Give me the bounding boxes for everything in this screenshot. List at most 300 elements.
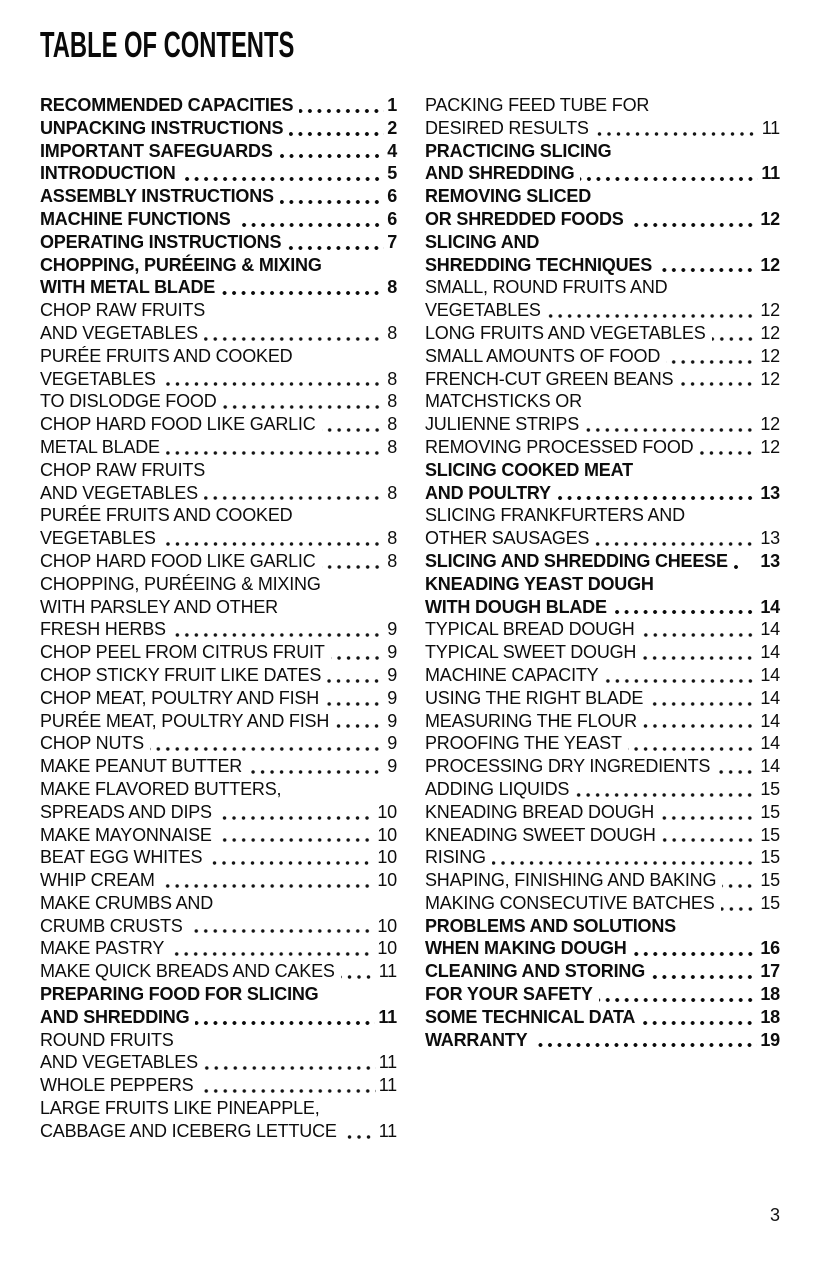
toc-entry	[40, 231, 397, 254]
toc-leader-dots	[150, 747, 384, 751]
toc-entry	[425, 185, 780, 208]
toc-entry-page: 5	[387, 163, 397, 184]
toc-entry-page: 1	[387, 95, 397, 115]
toc-entry-label: WHEN MAKING DOUGH	[425, 938, 627, 959]
toc-entry-page: 8	[387, 322, 397, 343]
toc-entry-label: TYPICAL SWEET DOUGH	[425, 642, 637, 663]
toc-entry	[40, 1074, 397, 1097]
toc-entry	[40, 1120, 397, 1143]
toc-entry-page: 9	[387, 710, 397, 731]
toc-leader-dots	[280, 200, 384, 204]
toc-entry-label: MACHINE FUNCTIONS	[40, 208, 231, 229]
toc-entry-label: WITH PARSLEY AND OTHER	[40, 596, 278, 617]
toc-entry-label: UNPACKING INSTRUCTIONS	[40, 117, 284, 138]
toc-leader-dots	[722, 884, 757, 888]
toc-entry	[425, 778, 780, 801]
toc-leader-dots	[595, 542, 757, 546]
toc-entry-label: SLICING COOKED MEAT	[425, 459, 633, 480]
toc-entry	[425, 527, 780, 550]
toc-entry	[40, 550, 397, 573]
toc-entry-label: IMPORTANT SAFEGUARDS	[40, 140, 273, 161]
toc-entry-label: SMALL AMOUNTS OF FOOD	[425, 345, 661, 366]
toc-entry-label: MAKE FLAVORED BUTTERS,	[40, 778, 282, 799]
toc-entry-page: 8	[387, 528, 397, 549]
toc-leader-dots	[189, 929, 375, 933]
toc-entry-page: 8	[387, 391, 397, 412]
toc-entry-label: MAKE CRUMBS AND	[40, 892, 214, 913]
toc-entry-page: 12	[760, 345, 780, 366]
toc-leader-dots	[658, 268, 757, 272]
toc-leader-dots	[557, 496, 758, 500]
toc-leader-dots	[613, 610, 758, 614]
toc-entry-label: WHIP CREAM	[40, 870, 155, 891]
toc-entry-label: MAKING CONSECUTIVE BATCHES	[425, 892, 715, 913]
toc-entry	[425, 436, 780, 459]
toc-entry	[40, 459, 397, 482]
toc-entry-page: 8	[387, 414, 397, 435]
footer-page-number: 3	[769, 1205, 780, 1225]
toc-entry	[40, 299, 397, 322]
toc-entry-label: WARRANTY	[425, 1029, 528, 1050]
toc-leader-dots	[580, 177, 758, 181]
toc-entry-label: MAKE PASTRY	[40, 938, 165, 959]
toc-leader-dots	[343, 1135, 376, 1139]
toc-entry	[40, 846, 397, 869]
toc-entry-page: 9	[387, 642, 397, 663]
toc-entry	[425, 504, 780, 527]
toc-entry-label: CHOP RAW FRUITS	[40, 459, 206, 480]
toc-entry-label: VEGETABLES	[425, 300, 541, 321]
toc-entry	[425, 459, 780, 482]
toc-entry-label: OR SHREDDED FOODS	[425, 208, 624, 229]
toc-leader-dots	[248, 770, 384, 774]
toc-entry-page: 14	[760, 664, 780, 685]
toc-entry	[425, 208, 780, 231]
toc-entry-label: SLICING FRANKFURTERS AND	[425, 505, 685, 526]
toc-leader-dots	[218, 816, 375, 820]
toc-entry-page: 10	[377, 824, 397, 845]
toc-entry	[40, 618, 397, 641]
toc-entry-page: 13	[760, 528, 780, 549]
toc-leader-dots	[643, 724, 757, 728]
toc-entry-page: 14	[760, 687, 780, 708]
toc-entry	[40, 596, 397, 619]
toc-entry-label: CHOP PEEL FROM CITRUS FRUIT	[40, 642, 325, 663]
toc-entry-page: 8	[387, 550, 397, 571]
toc-entry-page: 4	[387, 140, 397, 161]
toc-entry	[425, 1006, 780, 1029]
toc-entry	[425, 482, 780, 505]
toc-entry	[40, 687, 397, 710]
toc-leader-dots	[204, 496, 384, 500]
toc-entry	[425, 687, 780, 710]
toc-leader-dots	[721, 907, 758, 911]
toc-entry-label: USING THE RIGHT BLADE	[425, 687, 644, 708]
toc-entry-label: LARGE FRUITS LIKE PINEAPPLE,	[40, 1098, 320, 1119]
toc-entry-label: JULIENNE STRIPS	[425, 414, 580, 435]
toc-entry-page: 18	[760, 984, 780, 1005]
toc-entry-label: FRENCH-CUT GREEN BEANS	[425, 368, 674, 389]
toc-entry	[425, 710, 780, 733]
toc-entry-page: 11	[378, 1006, 397, 1027]
toc-entry	[425, 254, 780, 277]
toc-entry	[40, 892, 397, 915]
toc-entry-label: PROOFING THE YEAST	[425, 733, 622, 754]
toc-entry-label: CHOP STICKY FRUIT LIKE DATES	[40, 664, 322, 685]
toc-entry-label: REMOVING SLICED	[425, 186, 592, 207]
toc-entry-page: 9	[387, 687, 397, 708]
toc-entry	[40, 732, 397, 755]
toc-entry-label: SLICING AND SHREDDING CHEESE	[425, 550, 728, 571]
toc-entry-page: 11	[378, 1052, 397, 1073]
toc-entry	[425, 596, 780, 619]
toc-leader-dots	[699, 451, 757, 455]
toc-leader-dots	[162, 382, 384, 386]
toc-entry	[425, 573, 780, 596]
toc-entry	[40, 185, 397, 208]
toc-entry-page: 10	[377, 801, 397, 822]
toc-entry-label: PURÉE FRUITS AND COOKED	[40, 505, 293, 526]
toc-leader-dots	[322, 565, 385, 569]
toc-entry-label: SLICING AND	[425, 231, 540, 252]
toc-entry-page: 2	[387, 117, 397, 138]
toc-leader-dots	[221, 291, 384, 295]
toc-entry	[40, 1051, 397, 1074]
toc-entry	[425, 322, 780, 345]
toc-leader-dots	[595, 132, 759, 136]
toc-entry-page: 15	[760, 801, 780, 822]
toc-leader-dots	[223, 405, 385, 409]
toc-entry-label: MATCHSTICKS OR	[425, 391, 582, 412]
toc-leader-dots	[679, 382, 757, 386]
toc-leader-dots	[605, 679, 758, 683]
toc-entry	[425, 641, 780, 664]
toc-entry	[40, 778, 397, 801]
toc-entry-label: CRUMB CRUSTS	[40, 915, 183, 936]
toc-entry	[40, 983, 397, 1006]
toc-entry-page: 19	[760, 1029, 780, 1050]
toc-leader-dots	[649, 702, 757, 706]
toc-entry-label: AND SHREDDING	[425, 163, 575, 184]
toc-leader-dots	[492, 861, 758, 865]
toc-leader-dots	[662, 838, 758, 842]
toc-entry-label: AND VEGETABLES	[40, 322, 198, 343]
toc-entry	[40, 937, 397, 960]
toc-leader-dots	[172, 633, 384, 637]
toc-entry	[425, 94, 780, 117]
toc-entry-label: LONG FRUITS AND VEGETABLES	[425, 322, 706, 343]
toc-entry	[425, 983, 780, 1006]
toc-entry	[425, 276, 780, 299]
toc-entry-page: 9	[387, 733, 397, 754]
toc-entry	[425, 368, 780, 391]
toc-entry-page: 12	[760, 300, 780, 321]
toc-entry-page: 10	[377, 938, 397, 959]
toc-entry-label: ROUND FRUITS	[40, 1029, 174, 1050]
toc-entry	[40, 322, 397, 345]
toc-entry-page: 10	[377, 847, 397, 868]
toc-entry-page: 6	[387, 208, 397, 229]
toc-entry-label: MACHINE CAPACITY	[425, 664, 599, 685]
toc-leader-dots	[716, 770, 757, 774]
toc-entry-label: MAKE MAYONNAISE	[40, 824, 212, 845]
toc-entry-label: AND POULTRY	[425, 482, 551, 503]
toc-entry	[40, 276, 397, 299]
toc-entry-label: VEGETABLES	[40, 368, 156, 389]
toc-entry-page: 14	[760, 733, 780, 754]
toc-column-right	[425, 94, 780, 1143]
toc-leader-dots	[712, 337, 758, 341]
toc-entry-page: 11	[378, 1120, 397, 1141]
toc-entry	[425, 390, 780, 413]
toc-entry	[425, 117, 780, 140]
toc-leader-dots	[641, 1021, 757, 1025]
toc-entry	[425, 413, 780, 436]
toc-entry-label: SOME TECHNICAL DATA	[425, 1006, 636, 1027]
toc-entry-page: 6	[387, 186, 397, 207]
toc-leader-dots	[195, 1021, 375, 1025]
toc-entry-page: 9	[387, 664, 397, 685]
toc-entry	[40, 1097, 397, 1120]
toc-leader-dots	[289, 132, 384, 136]
toc-entry-label: AND VEGETABLES	[40, 1052, 198, 1073]
toc-entry-label: PROCESSING DRY INGREDIENTS	[425, 756, 711, 777]
toc-entry-page: 7	[387, 231, 397, 252]
toc-entry-page: 12	[760, 208, 780, 229]
toc-leader-dots	[218, 838, 375, 842]
toc-leader-dots	[166, 451, 384, 455]
toc-entry	[425, 732, 780, 755]
toc-entry-page: 12	[760, 436, 780, 457]
toc-leader-dots	[547, 314, 758, 318]
toc-leader-dots	[325, 702, 384, 706]
toc-entry-label: METAL BLADE	[40, 436, 160, 457]
toc-entry-label: CHOP RAW FRUITS	[40, 300, 206, 321]
toc-leader-dots	[327, 679, 384, 683]
toc-entry-label: SHREDDING TECHNIQUES	[425, 254, 653, 275]
toc-entry-label: TYPICAL BREAD DOUGH	[425, 619, 635, 640]
toc-entry-label: PURÉE MEAT, POULTRY AND FISH	[40, 710, 330, 731]
toc-entry	[40, 824, 397, 847]
toc-entry-label: OPERATING INSTRUCTIONS	[40, 231, 282, 252]
toc-entry	[40, 94, 397, 117]
toc-entry-label: PACKING FEED TUBE FOR	[425, 95, 650, 115]
toc-entry-page: 14	[760, 756, 780, 777]
toc-entry-label: WITH DOUGH BLADE	[425, 596, 607, 617]
toc-leader-dots	[170, 952, 374, 956]
toc-entry-label: CHOPPING, PURÉEING & MIXING	[40, 254, 322, 275]
toc-entry-label: REMOVING PROCESSED FOOD	[425, 436, 694, 457]
toc-entry	[425, 618, 780, 641]
toc-entry	[425, 892, 780, 915]
toc-entry-label: PREPARING FOOD FOR SLICING	[40, 984, 319, 1005]
toc-leader-dots	[182, 177, 385, 181]
toc-entry	[40, 869, 397, 892]
toc-entry	[40, 1006, 397, 1029]
toc-entry-label: FRESH HERBS	[40, 619, 166, 640]
toc-entry-page: 14	[760, 642, 780, 663]
toc-entry	[40, 413, 397, 436]
toc-entry-label: SMALL, ROUND FRUITS AND	[425, 277, 668, 298]
toc-leader-dots	[642, 656, 757, 660]
toc-entry-label: CABBAGE AND ICEBERG LETTUCE	[40, 1120, 337, 1141]
toc-entry	[40, 664, 397, 687]
toc-entry	[425, 231, 780, 254]
toc-entry-label: CHOPPING, PURÉEING & MIXING	[40, 573, 321, 594]
toc-leader-dots	[341, 975, 376, 979]
toc-entry-page: 15	[760, 847, 780, 868]
toc-entry-page: 11	[761, 163, 780, 184]
toc-leader-dots	[660, 816, 757, 820]
toc-entry	[425, 915, 780, 938]
toc-entry-label: WITH METAL BLADE	[40, 277, 216, 298]
toc-entry-page: 10	[377, 915, 397, 936]
toc-entry-page: 15	[760, 870, 780, 891]
toc-entry	[425, 824, 780, 847]
toc-entry-label: BEAT EGG WHITES	[40, 847, 203, 868]
toc-entry-label: VEGETABLES	[40, 528, 156, 549]
toc-entry-label: DESIRED RESULTS	[425, 117, 589, 138]
toc-entry-page: 12	[760, 322, 780, 343]
toc-entry-label: FOR YOUR SAFETY	[425, 984, 593, 1005]
toc-leader-dots	[299, 109, 384, 113]
toc-entry	[40, 117, 397, 140]
toc-leader-dots	[161, 884, 375, 888]
toc-entry	[40, 140, 397, 163]
toc-leader-dots	[162, 542, 384, 546]
toc-entry-page: 14	[760, 710, 780, 731]
toc-column-left	[40, 94, 397, 1143]
page-title: TABLE OF CONTENTS	[40, 24, 295, 65]
toc-entry	[40, 915, 397, 938]
toc-entry-page: 13	[760, 550, 780, 571]
toc-entry-label: MEASURING THE FLOUR	[425, 710, 637, 731]
toc-entry	[40, 755, 397, 778]
toc-entry-page: 12	[760, 414, 780, 435]
toc-entry-page: 11	[761, 117, 780, 138]
toc-leader-dots	[666, 360, 757, 364]
toc-entry-label: CHOP NUTS	[40, 733, 144, 754]
toc-entry-page: 10	[377, 870, 397, 891]
toc-entry-label: WHOLE PEPPERS	[40, 1075, 194, 1096]
toc-entry-page: 8	[387, 436, 397, 457]
toc-leader-dots	[279, 154, 385, 158]
toc-entry-page: 11	[378, 1075, 397, 1096]
toc-entry-label: PROBLEMS AND SOLUTIONS	[425, 915, 676, 936]
toc-entry-page: 18	[760, 1006, 780, 1027]
toc-entry	[425, 345, 780, 368]
toc-entry-label: PURÉE FRUITS AND COOKED	[40, 345, 293, 366]
toc-entry-page: 13	[760, 482, 780, 503]
toc-entry	[40, 390, 397, 413]
toc-entry-label: KNEADING SWEET DOUGH	[425, 824, 656, 845]
toc-leader-dots	[331, 656, 385, 660]
toc-entry	[40, 960, 397, 983]
toc-entry-label: CHOP HARD FOOD LIKE GARLIC	[40, 550, 316, 571]
toc-entry	[40, 254, 397, 277]
toc-leader-dots	[204, 1066, 376, 1070]
toc-entry	[425, 869, 780, 892]
toc-leader-dots	[633, 952, 758, 956]
toc-leader-dots	[208, 861, 374, 865]
toc-entry-label: RECOMMENDED CAPACITIES	[40, 95, 294, 115]
toc-entry-page: 15	[760, 778, 780, 799]
toc-leader-dots	[651, 975, 757, 979]
toc-leader-dots	[335, 724, 384, 728]
toc-entry-page: 8	[387, 277, 397, 298]
toc-entry	[40, 801, 397, 824]
toc-leader-dots	[287, 246, 384, 250]
toc-entry-page: 8	[387, 368, 397, 389]
toc-entry	[425, 550, 780, 573]
toc-columns	[40, 94, 780, 1143]
toc-leader-dots	[734, 565, 758, 569]
toc-entry	[40, 504, 397, 527]
toc-entry-label: TO DISLODGE FOOD	[40, 391, 217, 412]
toc-entry	[425, 960, 780, 983]
toc-entry-label: SPREADS AND DIPS	[40, 801, 212, 822]
toc-entry-page: 17	[760, 961, 780, 982]
toc-entry-page: 15	[760, 824, 780, 845]
toc-entry	[40, 345, 397, 368]
toc-entry	[425, 755, 780, 778]
toc-entry-page: 16	[760, 938, 780, 959]
toc-entry-label: KNEADING YEAST DOUGH	[425, 573, 654, 594]
toc-entry-label: CHOP MEAT, POULTRY AND FISH	[40, 687, 319, 708]
toc-entry-page: 9	[387, 756, 397, 777]
toc-leader-dots	[237, 223, 385, 227]
toc-entry-label: SHAPING, FINISHING AND BAKING	[425, 870, 717, 891]
toc-entry-page: 11	[378, 961, 397, 982]
toc-entry-page: 12	[760, 254, 780, 275]
toc-entry-label: MAKE QUICK BREADS AND CAKES	[40, 961, 335, 982]
toc-entry-page: 12	[760, 368, 780, 389]
toc-leader-dots	[533, 1043, 757, 1047]
toc-leader-dots	[599, 998, 758, 1002]
toc-entry	[425, 664, 780, 687]
toc-entry-page: 8	[387, 482, 397, 503]
toc-leader-dots	[585, 428, 757, 432]
toc-entry	[40, 436, 397, 459]
toc-entry	[425, 846, 780, 869]
toc-leader-dots	[630, 223, 758, 227]
toc-leader-dots	[322, 428, 385, 432]
toc-entry-page: 14	[760, 619, 780, 640]
toc-entry	[425, 162, 780, 185]
toc-leader-dots	[575, 793, 757, 797]
toc-leader-dots	[199, 1089, 375, 1093]
toc-entry-label: MAKE PEANUT BUTTER	[40, 756, 243, 777]
toc-entry	[425, 299, 780, 322]
toc-entry-page: 9	[387, 619, 397, 640]
toc-entry-label: PRACTICING SLICING	[425, 140, 612, 161]
toc-entry	[425, 1029, 780, 1052]
toc-entry-page: 14	[760, 596, 780, 617]
toc-entry	[425, 801, 780, 824]
toc-entry	[425, 140, 780, 163]
toc-entry-label: RISING	[425, 847, 486, 868]
toc-entry-label: AND SHREDDING	[40, 1006, 190, 1027]
toc-entry-label: ADDING LIQUIDS	[425, 778, 570, 799]
toc-leader-dots	[204, 337, 384, 341]
toc-entry	[40, 710, 397, 733]
toc-leader-dots	[628, 747, 758, 751]
toc-entry-page: 15	[760, 892, 780, 913]
toc-entry	[40, 368, 397, 391]
toc-entry-label: AND VEGETABLES	[40, 482, 198, 503]
toc-entry	[425, 937, 780, 960]
toc-entry	[40, 573, 397, 596]
